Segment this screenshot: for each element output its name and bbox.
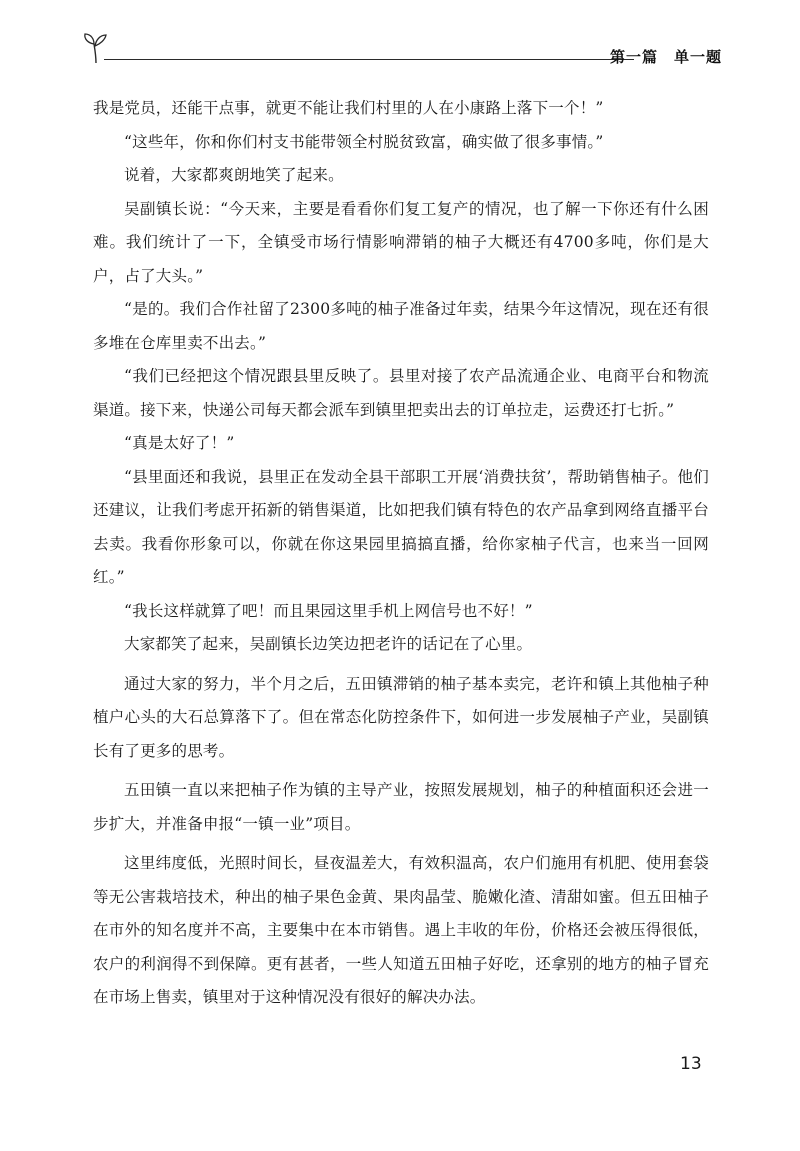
- paragraph: “县里面还和我说，县里正在发动全县干部职工开展‘消费扶贫’，帮助销售柚子。他们还建议，让我们考虑开拓新的销售渠道，比如把我们镇有特色的农产品拿到网络直播平台去卖。我看你形象可以，你就在你这果园里搞搞直播，给你家柚子代言，也来当一回网红。”: [93, 467, 709, 586]
- paragraph: 吴副镇长说：“今天来，主要是看看你们复工复产的情况，也了解一下你还有什么困难。我们统计了一下，全镇受市场行情影响滞销的柚子大概还有4700多吨，你们是大户，占了大头。”: [93, 199, 709, 285]
- paragraph: 说着，大家都爽朗地笑了起来。: [124, 166, 344, 184]
- paragraph: “我们已经把这个情况跟县里反映了。县里对接了农产品流通企业、电商平台和物流渠道。接下来，快递公司每天都会派车到镇里把卖出去的订单拉走，运费还打七折。”: [93, 367, 709, 419]
- chapter-title: 第一篇 单一题: [609, 48, 722, 66]
- paragraph: 五田镇一直以来把柚子作为镇的主导产业，按照发展规划，柚子的种植面积还会进一步扩大，并准备申报“一镇一业”项目。: [93, 781, 709, 833]
- header-rule: [104, 59, 634, 60]
- paragraph: “我长这样就算了吧！而且果园这里手机上网信号也不好！”: [124, 601, 533, 620]
- paragraph: “是的。我们合作社留了2300多吨的柚子准备过年卖，结果今年这情况，现在还有很多堆在仓库里卖不出去。”: [93, 300, 709, 352]
- paragraph: 我是党员，还能干点事，就更不能让我们村里的人在小康路上落下一个！”: [93, 99, 604, 117]
- paragraph: 这里纬度低，光照时间长，昼夜温差大，有效积温高，农户们施用有机肥、使用套袋等无公害栽培技术，种出的柚子果色金黄、果肉晶莹、脆嫩化渣、清甜如蜜。但五田柚子在市外的知名度并不高，主要集中在本市销售。遇上丰收的年份，价格还会被压得很低，农户的利润得不到保障。更有甚者，一些人知道五田柚子好吃，还拿别的地方的柚子冒充在市场上售卖，镇里对于这种情况没有很好的解决办法。: [93, 854, 709, 1006]
- paragraph: 大家都笑了起来，吴副镇长边笑边把老许的话记在了心里。: [124, 635, 533, 653]
- paragraph: “这些年，你和你们村支书能带领全村脱贫致富，确实做了很多事情。”: [124, 132, 604, 151]
- page-number: 13: [680, 1054, 702, 1074]
- paragraph: 通过大家的努力，半个月之后，五田镇滞销的柚子基本卖完，老许和镇上其他柚子种植户心头的大石总算落下了。但在常态化防控条件下，如何进一步发展柚子产业，吴副镇长有了更多的思考。: [93, 674, 709, 760]
- page-header: [82, 30, 722, 70]
- paragraph: “真是太好了！”: [124, 434, 235, 452]
- body-text: [93, 92, 709, 1015]
